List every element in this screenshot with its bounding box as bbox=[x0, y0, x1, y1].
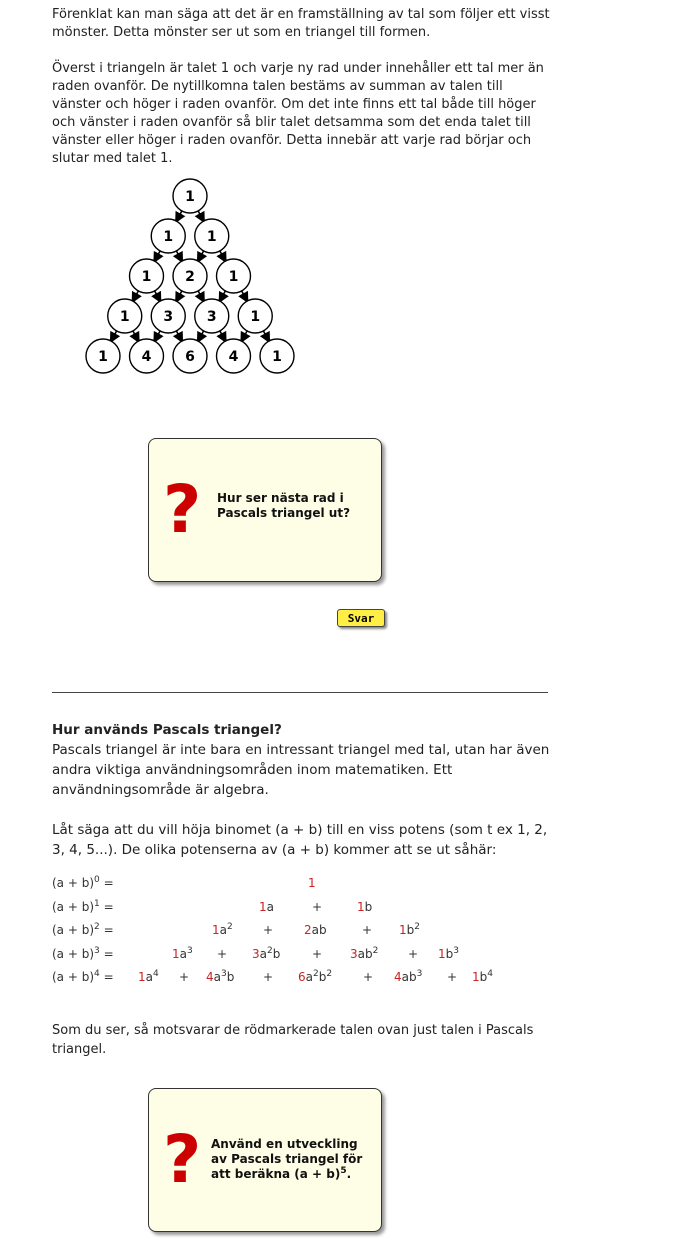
plus-sign: + bbox=[263, 970, 274, 984]
power-exponent: 2 bbox=[94, 922, 100, 932]
plus-sign: + bbox=[312, 899, 323, 914]
coefficient: 1 bbox=[308, 876, 316, 890]
question-text: Hur ser nästa rad i Pascals triangel ut? bbox=[217, 491, 351, 520]
plus-sign: + bbox=[179, 970, 190, 984]
triangle-node-value: 1 bbox=[250, 309, 261, 325]
triangle-node bbox=[108, 299, 142, 333]
question-box-expansion bbox=[148, 1088, 382, 1232]
triangle-node bbox=[195, 299, 229, 333]
question-box-next-row bbox=[148, 438, 382, 582]
expansion-label: $(a + b)^2$ = bbox=[52, 922, 114, 937]
expansion-term bbox=[308, 876, 316, 890]
section-paragraph-1: Pascals triangel är inte bara en intressant triangel med tal, utan har även andra viktiga användningsområden inom matematiken. Ett användningsområde är algebra. bbox=[52, 742, 550, 798]
triangle-node-value: 3 bbox=[206, 309, 217, 325]
triangle-node-value: 1 bbox=[185, 189, 195, 205]
coefficient: 2 bbox=[304, 923, 312, 937]
coefficient: 1 bbox=[172, 946, 180, 961]
question-text-2: Använd en utveckling av Pascals triangel för att beräkna $(a + b)^5$. bbox=[211, 1137, 363, 1181]
triangle-node-value: 2 bbox=[185, 269, 195, 285]
intro-paragraph-1: Förenklat kan man säga att det är en framställning av tal som följer ett visst mönster. Detta mönster ser ut som en triangel till formen. bbox=[52, 7, 550, 40]
triangle-node bbox=[217, 339, 251, 373]
expansion-term: $1b^3$ bbox=[438, 945, 459, 961]
triangle-node bbox=[217, 259, 251, 293]
triangle-node-value: 6 bbox=[185, 349, 195, 365]
expansion-term: $6a^2b^2$ bbox=[298, 969, 333, 984]
plus-sign: + bbox=[217, 946, 228, 961]
triangle-node bbox=[173, 339, 207, 373]
exponent: 2 bbox=[313, 969, 319, 979]
triangle-node bbox=[173, 259, 207, 293]
expansion-term: $1a^2$ bbox=[212, 922, 233, 937]
triangle-node bbox=[151, 299, 185, 333]
expansion-label: $(a + b)^4$ = bbox=[52, 969, 114, 984]
section-heading: Hur används Pascals triangel? bbox=[52, 722, 282, 738]
exponent: 3 bbox=[453, 945, 459, 956]
triangle-node bbox=[130, 339, 164, 373]
exponent: 3 bbox=[221, 969, 227, 979]
exponent: 4 bbox=[153, 969, 159, 979]
coefficient: 1 bbox=[259, 899, 267, 914]
exponent: 2 bbox=[372, 945, 379, 956]
coefficient: 1 bbox=[212, 923, 220, 937]
exponent: 2 bbox=[267, 945, 273, 956]
plus-sign: + bbox=[447, 970, 458, 984]
triangle-node bbox=[195, 219, 229, 253]
plus-sign: + bbox=[408, 946, 419, 961]
exponent: 2 bbox=[414, 922, 420, 932]
coefficient: 1 bbox=[438, 946, 446, 961]
triangle-node-value: 1 bbox=[206, 229, 217, 245]
plus-sign: + bbox=[362, 923, 373, 937]
section-divider bbox=[52, 692, 548, 693]
coefficient: 4 bbox=[394, 970, 402, 984]
triangle-node-value: 4 bbox=[141, 349, 152, 365]
triangle-node bbox=[130, 259, 164, 293]
intro-paragraph-2: Överst i triangeln är talet 1 och varje ny rad under innehåller ett tal mer än raden ovanför. De nytillkomna talen bestäms av summan av talen till vänster och höger i raden ovanför. Om det inte finns ett tal både till höger och vänster i raden ovanför så blir talet detsamma som det enda talet till vänster eller höger i raden ovanför. Detta innebär att varje rad börjar och slutar med talet 1. bbox=[52, 61, 544, 166]
section-paragraph-2: Låt säga att du vill höja binomet (a + b) till en viss potens (som t ex 1, 2, 3, 4, 5...). De olika potenserna av (a + b) kommer att se ut såhär: bbox=[52, 822, 548, 858]
power-exponent: 4 bbox=[94, 969, 100, 979]
triangle-node-value: 1 bbox=[98, 349, 108, 365]
coefficient: 1 bbox=[138, 970, 146, 984]
expansion-term: $1b^4$ bbox=[472, 969, 493, 984]
expansion-term: $1b^2$ bbox=[399, 922, 420, 937]
exponent: 2 bbox=[326, 969, 333, 979]
exponent: 3 bbox=[416, 969, 423, 979]
exponent: 3 bbox=[187, 945, 193, 956]
coefficient: 4 bbox=[206, 970, 214, 984]
expansion-label: $(a + b)^1$ = bbox=[52, 898, 114, 914]
triangle-node bbox=[86, 339, 120, 373]
coefficient: 1 bbox=[357, 899, 365, 914]
triangle-node-value: 1 bbox=[163, 229, 174, 245]
expansion-label: $(a + b)^0$ = bbox=[52, 875, 114, 890]
expansion-term: 2ab bbox=[304, 923, 327, 937]
answer-button[interactable]: Svar bbox=[337, 609, 385, 627]
expansion-term: 1a bbox=[259, 899, 274, 914]
triangle-node-value: 3 bbox=[163, 309, 174, 325]
triangle-node-value: 4 bbox=[228, 349, 239, 365]
power-exponent: 3 bbox=[94, 945, 100, 956]
expansion-term: $3a^2b$ bbox=[252, 945, 281, 961]
expansion-term: $4ab^3$ bbox=[394, 969, 423, 984]
coefficient: 1 bbox=[399, 923, 407, 937]
power-exponent: 1 bbox=[94, 898, 100, 909]
exponent: 2 bbox=[227, 922, 233, 932]
triangle-node bbox=[238, 299, 272, 333]
triangle-node bbox=[151, 219, 185, 253]
coefficient: 1 bbox=[472, 970, 480, 984]
exponent: 4 bbox=[487, 969, 493, 979]
triangle-node-value: 1 bbox=[228, 269, 239, 285]
expansion-term: 1b bbox=[357, 899, 373, 914]
power-exponent: 0 bbox=[94, 875, 100, 885]
plus-sign: + bbox=[263, 923, 274, 937]
plus-sign: + bbox=[312, 946, 323, 961]
triangle-node-value: 1 bbox=[141, 269, 152, 285]
question-mark-icon: ? bbox=[163, 1121, 202, 1198]
coefficient: 6 bbox=[298, 970, 306, 984]
coefficient: 3 bbox=[252, 946, 260, 961]
expansion-term: $1a^3$ bbox=[172, 945, 193, 961]
coefficient: 3 bbox=[350, 946, 358, 961]
plus-sign: + bbox=[363, 970, 374, 984]
expansion-label: $(a + b)^3$ = bbox=[52, 945, 114, 961]
triangle-node-value: 1 bbox=[119, 309, 130, 325]
triangle-node-value: 1 bbox=[272, 349, 282, 365]
triangle-node bbox=[173, 179, 207, 213]
expansion-term: $1a^4$ bbox=[138, 969, 159, 984]
triangle-node bbox=[260, 339, 294, 373]
expansion-term: $4a^3b$ bbox=[206, 969, 235, 984]
question-mark-icon: ? bbox=[163, 471, 202, 548]
pascal-triangle bbox=[80, 176, 310, 376]
conclusion-paragraph: Som du ser, så motsvarar de rödmarkerade talen ovan just talen i Pascals triangel. bbox=[52, 1023, 534, 1057]
expansion-term: $3ab^2$ bbox=[350, 945, 379, 961]
